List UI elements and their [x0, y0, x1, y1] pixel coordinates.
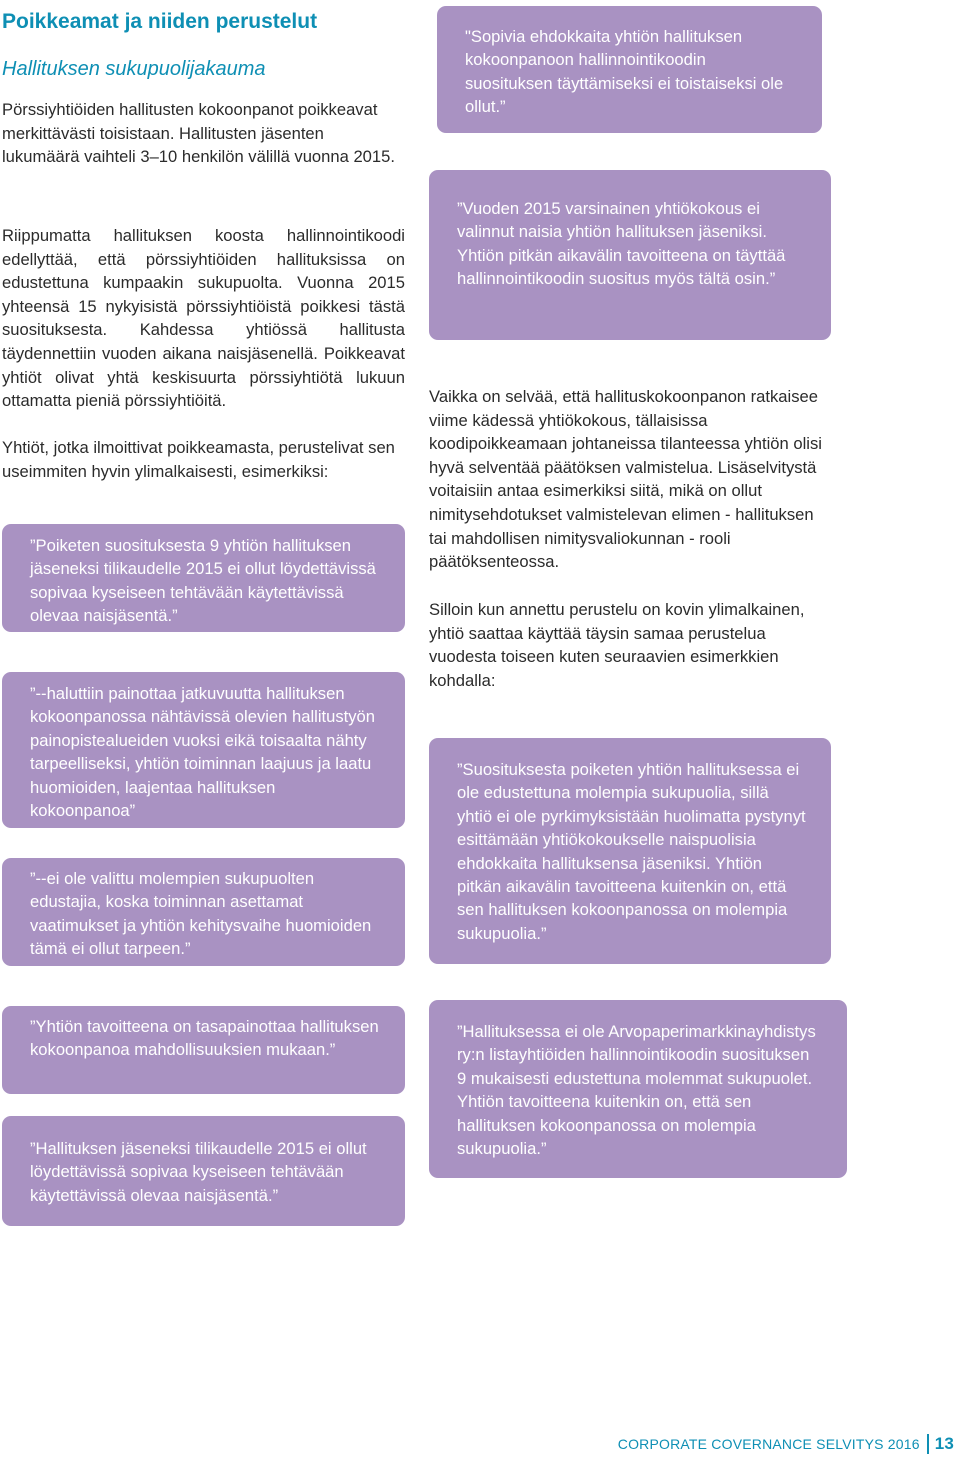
- quote-box-left-2: [2, 672, 405, 828]
- page-heading: Poikkeamat ja niiden perustelut: [2, 10, 318, 33]
- footer-divider: [927, 1434, 929, 1454]
- left-paragraph-1: Pörssiyhtiöiden hallitusten kokoonpanot poikkeavat merkittävästi toisistaan. Hallitusten jäsenten lukumäärä vaihteli 3–10 henkilön välillä vuonna 2015.: [2, 100, 395, 167]
- quote-box-left-3: [2, 858, 405, 966]
- quote-box-right-1: [437, 6, 822, 133]
- quote-text: ”Vuoden 2015 varsinainen yhtiökokous ei valinnut naisia yhtiön hallituksen jäseniksi. Yhtiön pitkän aikavälin tavoitteena on täyttää hallinnointikoodin suositus myös tältä osin.”: [457, 199, 786, 289]
- right-paragraph-1: Vaikka on selvää, että hallituskokoonpanon ratkaisee viime kädessä yhtiökokous, tällaisissa koodipoikkeamaan johtaneissa tilanteessa yhtiön olisi hyvä selventää päätöksen valmistelua. Lisäselvitystä voitaisiin antaa esimerkiksi siitä, mikä on ollut nimitysehdotukset valmistelevan elimen - hallituksen tai mahdollisen nimitysvaliokunnan - rooli päätöksenteossa.: [429, 387, 822, 572]
- quote-text: ”Yhtiön tavoitteena on tasapainottaa hallituksen kokoonpanoa mahdollisuuksien mukaan.”: [30, 1017, 379, 1060]
- right-paragraph-2: Silloin kun annettu perustelu on kovin ylimalkainen, yhtiö saattaa käyttää täysin samaa perustelua vuodesta toiseen kuten seuraavien esimerkkien kohdalla:: [429, 600, 805, 690]
- quote-text: ”Hallituksen jäseneksi tilikaudelle 2015 ei ollut löydettävissä sopivaa kyseiseen tehtävään käytettävissä olevaa naisjäsentä.”: [30, 1139, 367, 1205]
- quote-text: ”Poiketen suosituksesta 9 yhtiön hallituksen jäseneksi tilikaudelle 2015 ei ollut löydettävissä sopivaa kyseiseen tehtävään käytettävissä olevaa naisjäsentä.”: [30, 536, 376, 626]
- quote-text: ”Hallituksessa ei ole Arvopaperimarkkinayhdistys ry:n listayhtiöiden hallinnointikoodin suosituksen 9 mukaisesti edustettuna molemmat sukupuolet. Yhtiön tavoitteena kuitenkin on, että sen hallituksen kokoonpanossa on molempia sukupuolia.”: [457, 1022, 816, 1159]
- quote-box-right-4: [429, 1000, 847, 1178]
- quote-text: ”--ei ole valittu molempien sukupuolten edustajia, koska toiminnan asettamat vaatimukset ja yhtiön kehitysvaihe huomioiden tämä ei ollut tarpeen.”: [30, 869, 372, 959]
- page-number: 13: [934, 1434, 954, 1453]
- quote-box-right-3: [429, 738, 831, 964]
- quote-box-left-4: [2, 1006, 405, 1094]
- quote-box-left-1: [2, 524, 405, 632]
- quote-text: ”Suosituksesta poiketen yhtiön hallituksessa ei ole edustettuna molempia sukupuolia, sillä yhtiö ei ole pyrkimyksistään huolimatta pystynyt esittämään yhtiökokoukselle naispuolisia ehdokkaita hallituksensa jäseniksi. Yhtiön pitkän aikavälin tavoitteena kuitenkin on, että sen hallituksen kokoonpanossa on molempia sukupuolia.”: [457, 760, 806, 943]
- left-paragraph-2: Riippumatta hallituksen koosta hallinnointikoodi edellyttää, että pörssiyhtiöiden hallituksissa on edustettuna kumpaakin sukupuolta. Vuonna 2015 yhteensä 15 nykyisistä pörssiyhtiöistä poikkesi tästä suosituksesta. Kahdessa yhtiössä hallitusta täydennettiin vuoden aikana naisjäsenellä. Poikkeavat yhtiöt olivat yhtä keskisuurta pörssiyhtiötä lukuun ottamatta pieniä pörssiyhtiöitä.: [2, 226, 405, 411]
- left-paragraph-3: Yhtiöt, jotka ilmoittivat poikkeamasta, perustelivat sen useimmiten hyvin ylimalkaisesti, esimerkiksi:: [2, 438, 395, 481]
- quote-box-left-5: [2, 1116, 405, 1226]
- publication-title: CORPORATE COVERNANCE SELVITYS 2016: [617, 1436, 920, 1452]
- quote-box-right-2: [429, 170, 831, 340]
- quote-text: ”--haluttiin painottaa jatkuvuutta hallituksen kokoonpanossa nähtävissä olevien hallitustyön painopistealueiden vuoksi eikä toisaalta nähty tarpeelliseksi, yhtiön toiminnan laajuus ja laatu huomioiden, laajentaa hallituksen kokoonpanoa”: [30, 684, 376, 821]
- section-subheading: Hallituksen sukupuolijakauma: [2, 58, 266, 80]
- page-footer: [618, 1433, 954, 1455]
- quote-text: "Sopivia ehdokkaita yhtiön hallituksen kokoonpanoon hallinnointikoodin suosituksen täyttämiseksi ei toistaiseksi ole ollut.”: [465, 27, 784, 117]
